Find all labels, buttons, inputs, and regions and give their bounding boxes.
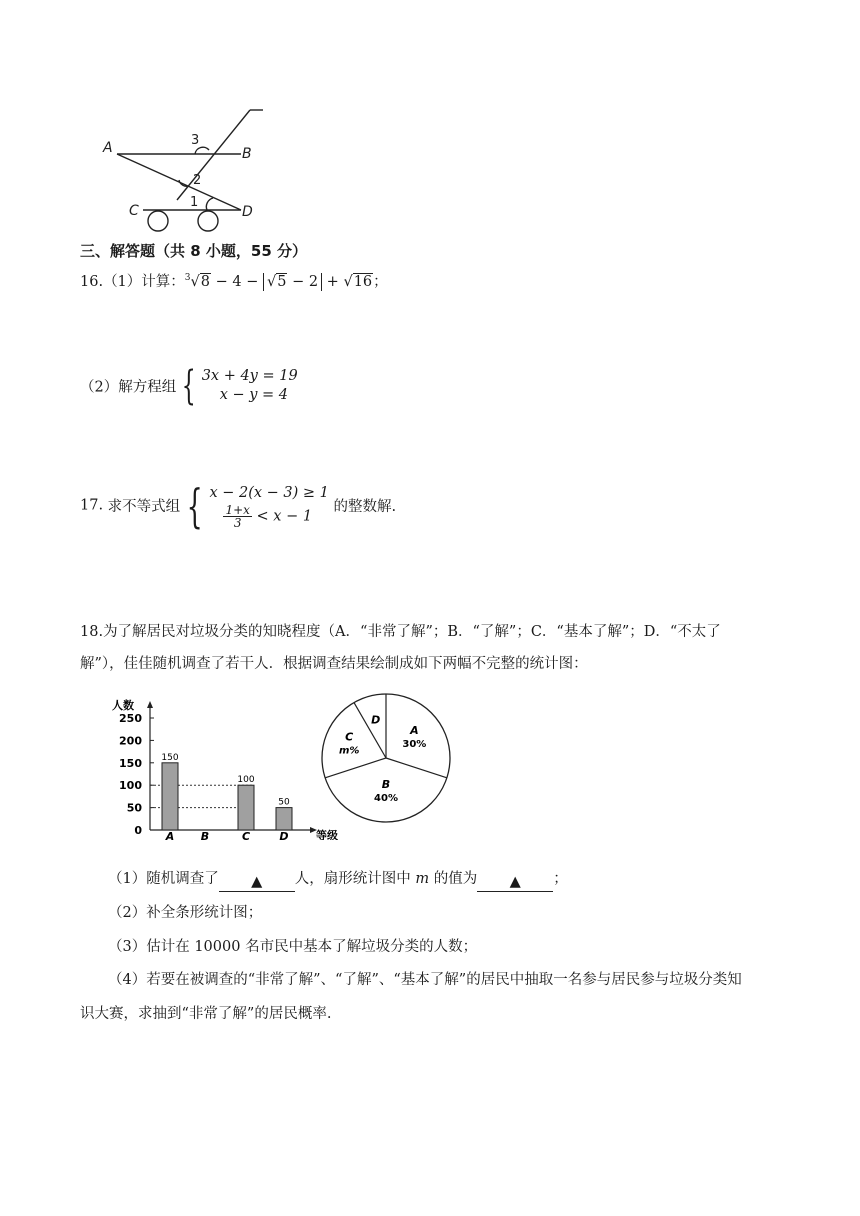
equation-2: x − y = 4 (219, 387, 289, 403)
pie-divider (325, 758, 386, 778)
sqrt-radicand: 16 (353, 274, 373, 290)
inequality-1: x − 2(x − 3) ≥ 1 (209, 485, 329, 501)
q18-part4-line1: （4）若要在被调查的“非常了解”、“了解”、“基本了解”的居民中抽取一名参与居民参与垃圾分类知 (108, 972, 742, 988)
q17-prefix: 求不等式组 (107, 499, 181, 515)
geometry-figure (95, 100, 285, 240)
q16-part2 (80, 363, 298, 409)
pie-divider (386, 758, 447, 778)
bar-value-label: 150 (161, 752, 179, 763)
inequality-2 (209, 504, 328, 529)
q18-p1-text-a: （1）随机调查了 (108, 871, 219, 887)
x-tick-label: D (279, 830, 289, 840)
y-tick-label: 150 (119, 756, 142, 770)
expr-minus4: − 4 − (211, 274, 263, 290)
x-tick-label: C (241, 830, 251, 840)
expr-plus: + (322, 274, 344, 290)
inequality-brace: { (186, 478, 203, 533)
cbrt-radicand: 8 (200, 274, 211, 290)
system-brace: { (181, 363, 196, 409)
q18-part2: （2）补全条形统计图； (108, 905, 263, 921)
label-d: D (242, 204, 253, 220)
wheel-right (198, 211, 218, 231)
pie-value-a: 30% (402, 738, 427, 750)
x-tick-label: A (165, 830, 175, 840)
label-b: B (242, 146, 252, 162)
q18-line1 (80, 620, 721, 641)
y-tick-label: 200 (119, 734, 142, 748)
pie-value-c: m% (338, 745, 360, 757)
q18-text-1: 为了解居民对垃圾分类的知晓程度（A．“非常了解”；B．“了解”；C．“基本了解”；D．“不太了 (103, 624, 721, 640)
bar-value-label: 50 (278, 797, 290, 808)
bar-c (238, 785, 254, 830)
q16-expression: $^3$√8 − 4 − √5 − 2 + √16； (184, 273, 388, 290)
q16-part1-prefix: （1）计算： (103, 274, 185, 290)
q17 (80, 478, 397, 533)
wheel-left (148, 211, 168, 231)
inequality-system (209, 482, 328, 529)
blank-triangle: ▲ (251, 874, 263, 890)
expr-end: ； (373, 274, 388, 290)
equation-1: 3x + 4y = 19 (201, 368, 298, 384)
abs-radicand: 5 (277, 274, 287, 290)
y-axis-arrow (147, 701, 153, 708)
q18-part4-line2: 识大赛，求抽到“非常了解”的居民概率. (80, 1006, 332, 1022)
q18-p1-text-d: ； (553, 871, 568, 887)
pie-label-a: A (410, 723, 419, 737)
x-axis-label: 等级 (316, 829, 338, 840)
x-tick-label: B (200, 830, 210, 840)
pie-value-b: 40% (374, 793, 398, 804)
q18-number: 18. (80, 624, 104, 640)
q18-p1-text-c: 的值为 (433, 871, 478, 887)
y-axis-label: 人数 (112, 699, 134, 712)
q16-part2-prefix: （2）解方程组 (80, 379, 177, 396)
angle1-arc (206, 198, 213, 210)
answer-blank-m[interactable] (477, 873, 553, 892)
q17-number: 17. (80, 497, 104, 514)
label-c: C (129, 203, 139, 219)
label-angle2: 2 (193, 173, 202, 188)
section-title: 三、解答题（共 8 小题，55 分） (80, 242, 307, 260)
abs-value: √5 − 2 (263, 273, 322, 291)
blank-triangle: ▲ (509, 874, 521, 890)
bar-a (162, 763, 178, 830)
ineq2-denominator: 3 (233, 516, 242, 530)
label-angle1: 1 (190, 195, 199, 210)
q16-number: 16. (80, 274, 104, 290)
q16-part1 (80, 270, 388, 291)
y-tick-label: 0 (134, 824, 142, 837)
angle3-arc (195, 147, 209, 154)
y-tick-label: 250 (119, 712, 142, 725)
pie-label-c: C (345, 730, 354, 744)
label-a: A (103, 140, 113, 156)
ineq2-numerator: 1+x (225, 503, 250, 517)
q17-suffix: 的整数解. (333, 499, 397, 515)
label-angle3: 3 (191, 133, 200, 148)
q18-line2: 解”），佳佳随机调查了若干人．根据调查结果绘制成如下两幅不完整的统计图： (80, 656, 588, 672)
bar-d (276, 808, 292, 830)
abs-tail: − 2 (287, 274, 319, 290)
y-tick-label: 50 (126, 801, 142, 815)
pie-chart (318, 688, 454, 828)
y-tick-label: 100 (119, 779, 142, 793)
pie-label-b: B (381, 778, 391, 791)
bar-value-label: 100 (237, 775, 255, 786)
q18-part1 (108, 867, 568, 892)
equation-system (202, 367, 298, 405)
answer-blank-count[interactable] (219, 873, 295, 892)
pie-label-d: D (371, 713, 381, 727)
q18-p1-text-b: 人，扇形统计图中 (294, 871, 411, 887)
q18-part3: （3）估计在 10000 名市民中基本了解垃圾分类的人数； (108, 939, 478, 955)
ineq2-tail: < x − 1 (251, 508, 313, 525)
q18-p1-m: m (415, 871, 430, 887)
cbrt-index: 3 (184, 273, 191, 284)
